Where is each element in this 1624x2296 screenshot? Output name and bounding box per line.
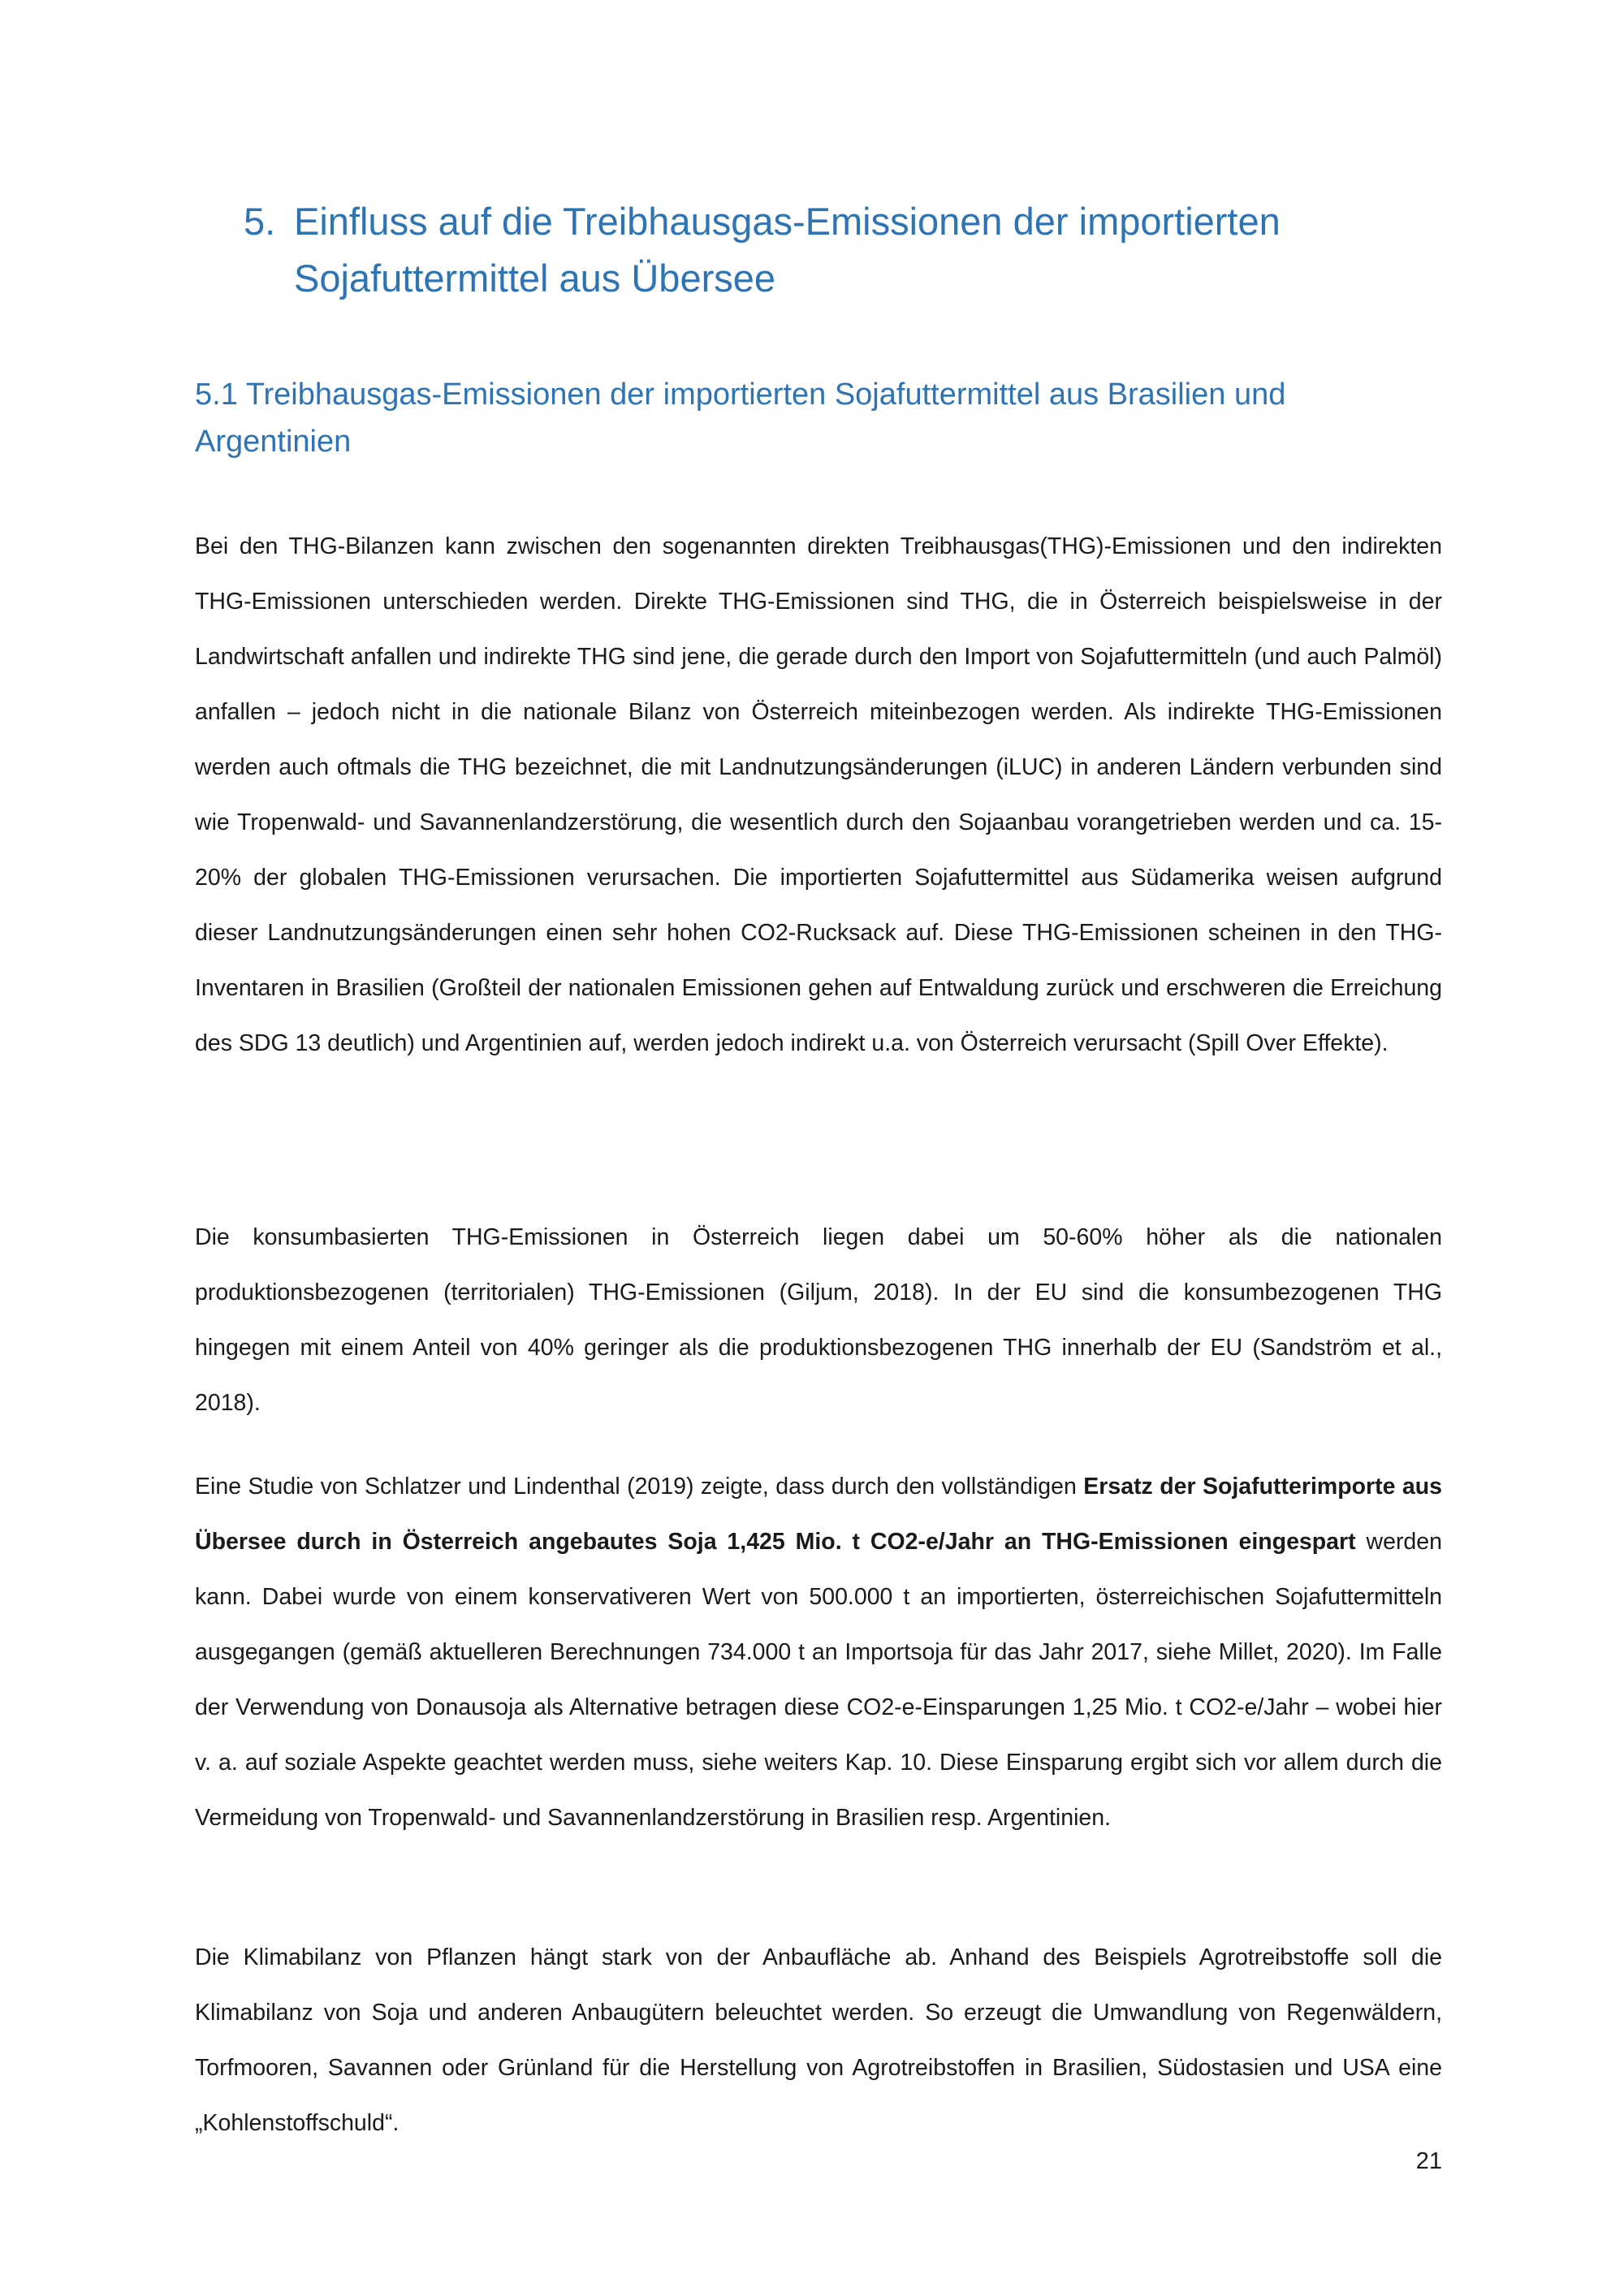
paragraph-konsumbasiert: Die konsumbasierten THG-Emissionen in Österreich liegen dabei um 50-60% höher als die nationalen produktionsbezogenen (territorialen) THG-Emissionen (Giljum, 2018). In der EU sind die konsumbezogenen THG hingegen mit einem Anteil von 40% geringer als die produktionsbezogenen THG innerhalb der EU (Sandström et al., 2018). xyxy=(195,1224,1442,1416)
paragraph-text: werden kann. Dabei wurde von einem konservativeren Wert von 500.000 t an importierten, österreichischen Sojafuttermitteln ausgegangen (gemäß aktuelleren Berechnungen 734.000 t an Importsoja für das Jahr 2017, siehe Millet, 2020). Im Falle der Verwendung von Donausoja als Alternative betragen diese CO2-e-Einsparungen 1,25 Mio. t CO2-e/Jahr – wobei hier v. a. auf soziale Aspekte geachtet werden muss, siehe weiters Kap. 10. Diese Einsparung ergibt sich vor allem durch die Vermeidung von Tropenwald- und Savannenlandzerstörung in Brasilien resp. Argentinien. xyxy=(195,1529,1442,1831)
page-number: 21 xyxy=(1415,2148,1442,2174)
chapter-title: Einfluss auf die Treibhausgas-Emissionen der importierten Sojafuttermittel aus Übersee xyxy=(294,200,1281,300)
paragraph-text: Eine Studie von Schlatzer und Lindenthal (2019) zeigte, dass durch den vollständigen xyxy=(195,1474,1084,1500)
chapter-number: 5. xyxy=(244,200,276,243)
section-heading: 5.1 Treibhausgas-Emissionen der importierten Sojafuttermittel aus Brasilien und Argentinien xyxy=(195,378,1286,459)
paragraph-klimabilanz: Die Klimabilanz von Pflanzen hängt stark von der Anbaufläche ab. Anhand des Beispiels Agrotreibstoffe soll die Klimabilanz von Soja und anderen Anbaugütern beleuchtet werden. So erzeugt die Umwandlung von Regenwäldern, Torfmooren, Savannen oder Grünland für die Herstellung von Agrotreibstoffen in Brasilien, Südostasien und USA eine „Kohlenstoffschuld“. xyxy=(195,1944,1442,2136)
bold-highlight: Ersatz der Sojafutterimporte aus Übersee durch in Österreich angebautes Soja 1,425 Mio. t CO2-e/Jahr an THG-Emissionen eingespart xyxy=(195,1474,1442,1555)
paragraph-thg-bilanzen: Bei den THG-Bilanzen kann zwischen den sogenannten direkten Treibhausgas(THG)-Emissionen und den indirekten THG-Emissionen unterschieden werden. Direkte THG-Emissionen sind THG, die in Österreich beispielsweise in der Landwirtschaft anfallen und indirekte THG sind jene, die gerade durch den Import von Sojafuttermitteln (und auch Palmöl) anfallen – jedoch nicht in die nationale Bilanz von Österreich miteinbezogen werden. Als indirekte THG-Emissionen werden auch oftmals die THG bezeichnet, die mit Landnutzungsänderungen (iLUC) in anderen Ländern verbunden sind wie Tropenwald- und Savannenlandzerstörung, die wesentlich durch den Sojaanbau vorangetrieben werden und ca. 15-20% der globalen THG-Emissionen verursachen. Die importierten Sojafuttermittel aus Südamerika weisen aufgrund dieser Landnutzungsänderungen einen sehr hohen CO2-Rucksack auf. Diese THG-Emissionen scheinen in den THG-Inventaren in Brasilien (Großteil der nationalen Emissionen gehen auf Entwaldung zurück und erschweren die Erreichung des SDG 13 deutlich) und Argentinien auf, werden jedoch indirekt u.a. von Österreich verursacht (Spill Over Effekte). xyxy=(195,533,1442,1056)
paragraph-studie xyxy=(195,1459,1442,1845)
chapter-heading xyxy=(244,193,1421,307)
